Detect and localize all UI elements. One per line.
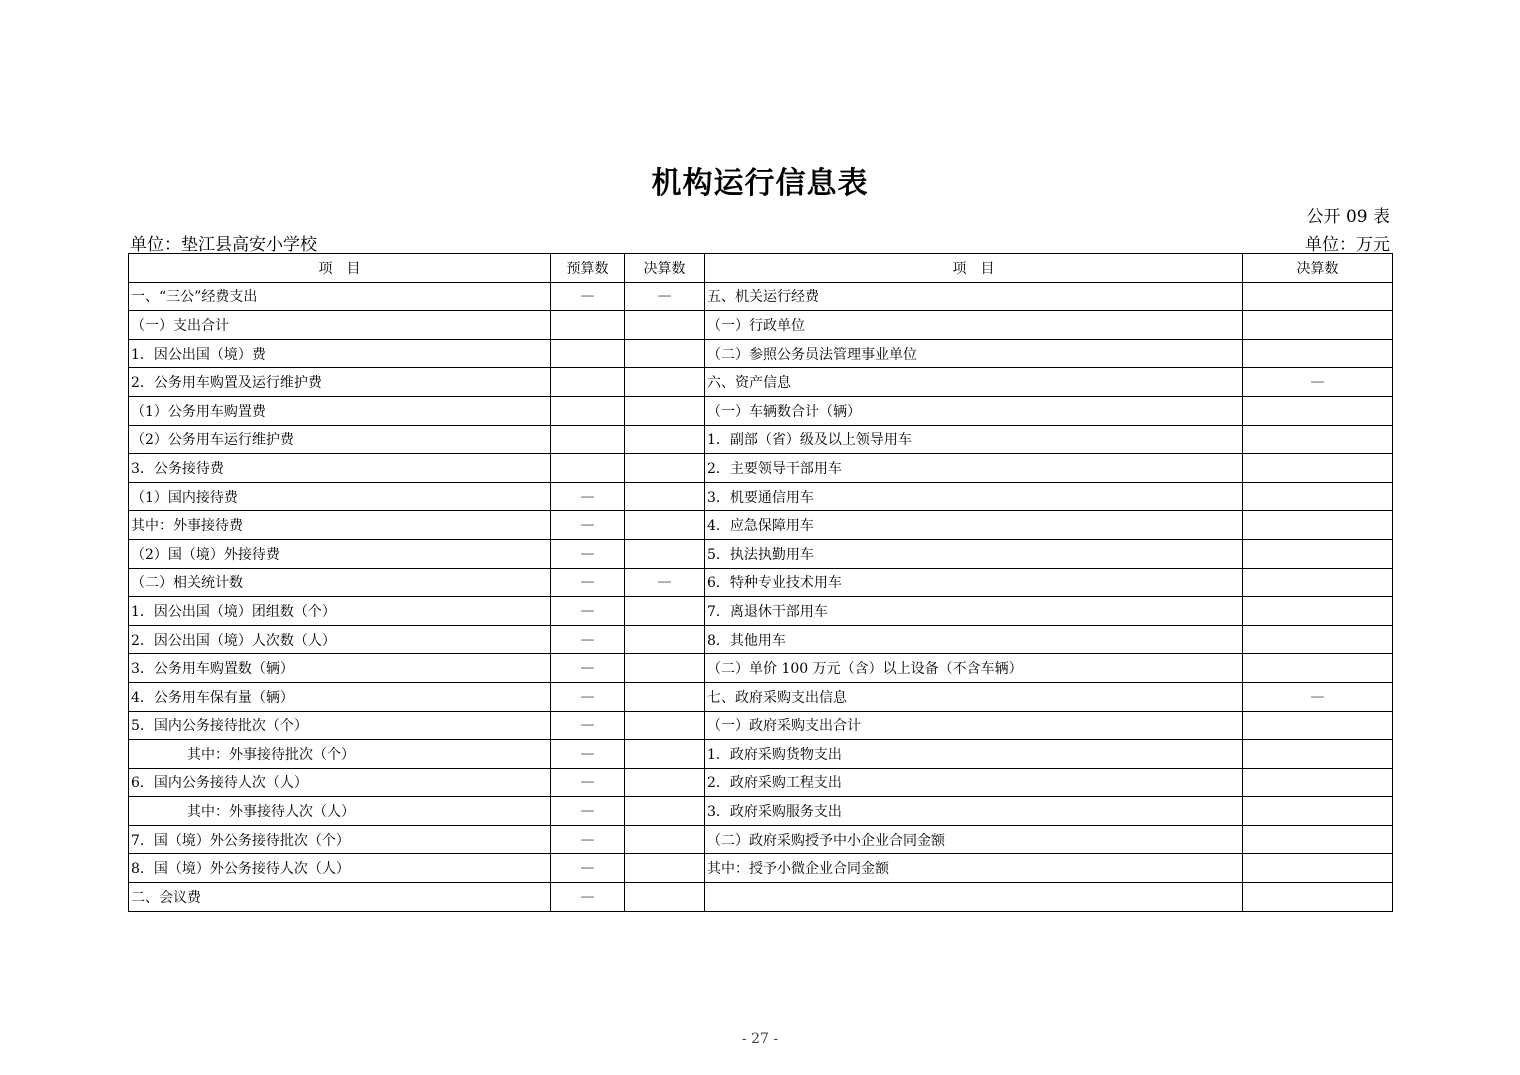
row-item-left: 1．因公出国（境）团组数（个） [129,597,551,626]
page-number: - 27 - [741,1031,779,1047]
row-final-right [1243,396,1393,425]
row-final-right [1243,854,1393,883]
row-budget: — [551,711,625,740]
row-final [625,682,705,711]
table-row [129,625,1393,654]
row-budget: — [551,625,625,654]
header-item-right: 项 目 [705,254,1243,283]
row-item-left: （二）相关统计数 [129,568,551,597]
row-item-left: 其中：外事接待费 [129,511,551,540]
row-item-left: （1）国内接待费 [129,482,551,511]
table-row [129,539,1393,568]
row-budget: — [551,854,625,883]
row-final [625,597,705,626]
money-unit: 单位：万元 [1305,235,1390,255]
row-final-right [1243,425,1393,454]
row-item-left: （一）支出合计 [129,311,551,340]
row-item-right: 5．执法执勤用车 [705,539,1243,568]
table-row [129,339,1393,368]
row-item-right: 六、资产信息 [705,368,1243,397]
row-item-right: （二）参照公务员法管理事业单位 [705,339,1243,368]
header-item-left: 项 目 [129,254,551,283]
row-item-right [705,883,1243,912]
row-item-left: 5．国内公务接待批次（个） [129,711,551,740]
row-item-right: 7．离退休干部用车 [705,597,1243,626]
row-final [625,339,705,368]
table-row [129,482,1393,511]
row-final [625,539,705,568]
row-budget: — [551,539,625,568]
row-item-left: 3．公务用车购置数（辆） [129,654,551,683]
row-item-left: （2）公务用车运行维护费 [129,425,551,454]
row-budget [551,311,625,340]
row-final-right [1243,568,1393,597]
row-budget [551,425,625,454]
row-item-left: 一、“三公”经费支出 [129,282,551,311]
table-row [129,282,1393,311]
row-final-right [1243,597,1393,626]
row-final [625,883,705,912]
table-row [129,597,1393,626]
row-final-right [1243,825,1393,854]
row-final-right [1243,768,1393,797]
row-item-right: 8．其他用车 [705,625,1243,654]
row-budget: — [551,511,625,540]
table-row [129,854,1393,883]
row-final [625,511,705,540]
row-budget [551,396,625,425]
row-item-right: 4．应急保障用车 [705,511,1243,540]
row-final [625,454,705,483]
table-row [129,511,1393,540]
row-item-left: 1．因公出国（境）费 [129,339,551,368]
row-budget: — [551,282,625,311]
row-item-right: 3．政府采购服务支出 [705,797,1243,826]
row-budget: — [551,797,625,826]
row-final [625,768,705,797]
row-final: — [625,282,705,311]
row-final-right [1243,711,1393,740]
row-item-right: （二）单价 100 万元（含）以上设备（不含车辆） [705,654,1243,683]
row-final [625,482,705,511]
row-item-left: 4．公务用车保有量（辆） [129,682,551,711]
row-final [625,854,705,883]
table-row [129,797,1393,826]
row-item-right: 1．副部（省）级及以上领导用车 [705,425,1243,454]
row-final [625,396,705,425]
table-row [129,883,1393,912]
row-final [625,654,705,683]
row-item-right: （二）政府采购授予中小企业合同金额 [705,825,1243,854]
header-budget: 预算数 [551,254,625,283]
row-final-right [1243,539,1393,568]
row-budget: — [551,883,625,912]
row-item-right: （一）政府采购支出合计 [705,711,1243,740]
unit-name: 单位：垫江县高安小学校 [130,235,317,255]
table-row [129,568,1393,597]
table-row [129,425,1393,454]
row-final [625,825,705,854]
row-budget: — [551,768,625,797]
row-final-right [1243,797,1393,826]
table-row [129,682,1393,711]
row-final [625,740,705,769]
row-final [625,425,705,454]
table-row [129,454,1393,483]
row-item-left: 3．公务接待费 [129,454,551,483]
table-row [129,311,1393,340]
table-row [129,768,1393,797]
row-item-left: 6．国内公务接待人次（人） [129,768,551,797]
row-item-right: 6．特种专业技术用车 [705,568,1243,597]
row-final-right [1243,740,1393,769]
row-final-right [1243,654,1393,683]
document-title: 机构运行信息表 [651,166,869,201]
row-budget [551,368,625,397]
row-item-right: （一）车辆数合计（辆） [705,396,1243,425]
row-item-right: 2．主要领导干部用车 [705,454,1243,483]
row-item-left: （2）国（境）外接待费 [129,539,551,568]
row-item-left: （1）公务用车购置费 [129,396,551,425]
row-final-right [1243,625,1393,654]
row-final [625,625,705,654]
table-row [129,825,1393,854]
row-item-left: 7．国（境）外公务接待批次（个） [129,825,551,854]
row-budget: — [551,825,625,854]
row-final-right [1243,311,1393,340]
row-budget: — [551,597,625,626]
row-budget [551,454,625,483]
row-final [625,311,705,340]
table-header-row [129,254,1393,283]
row-item-left: 其中：外事接待人次（人） [129,797,551,826]
row-item-left: 2．因公出国（境）人次数（人） [129,625,551,654]
row-budget: — [551,568,625,597]
row-final-right [1243,511,1393,540]
row-final-right: — [1243,682,1393,711]
form-number: 公开 09 表 [1306,207,1390,227]
row-item-right: 2．政府采购工程支出 [705,768,1243,797]
row-budget: — [551,682,625,711]
info-table [128,253,1393,912]
row-item-right: 1．政府采购货物支出 [705,740,1243,769]
row-budget: — [551,740,625,769]
row-item-right: 其中：授予小微企业合同金额 [705,854,1243,883]
row-final-right: — [1243,368,1393,397]
row-item-left: 2．公务用车购置及运行维护费 [129,368,551,397]
table-row [129,368,1393,397]
row-budget: — [551,482,625,511]
row-final: — [625,568,705,597]
row-final-right [1243,454,1393,483]
header-final-right: 决算数 [1243,254,1393,283]
row-final [625,368,705,397]
row-final-right [1243,282,1393,311]
row-final [625,711,705,740]
row-item-right: 五、机关运行经费 [705,282,1243,311]
table-row [129,740,1393,769]
row-final-right [1243,482,1393,511]
row-item-right: （一）行政单位 [705,311,1243,340]
row-final [625,797,705,826]
row-budget: — [551,654,625,683]
row-final-right [1243,883,1393,912]
table-row [129,711,1393,740]
row-item-right: 3．机要通信用车 [705,482,1243,511]
row-item-right: 七、政府采购支出信息 [705,682,1243,711]
table-row [129,396,1393,425]
row-item-left: 其中：外事接待批次（个） [129,740,551,769]
row-final-right [1243,339,1393,368]
row-item-left: 二、会议费 [129,883,551,912]
table-row [129,654,1393,683]
row-item-left: 8．国（境）外公务接待人次（人） [129,854,551,883]
header-final-left: 决算数 [625,254,705,283]
row-budget [551,339,625,368]
